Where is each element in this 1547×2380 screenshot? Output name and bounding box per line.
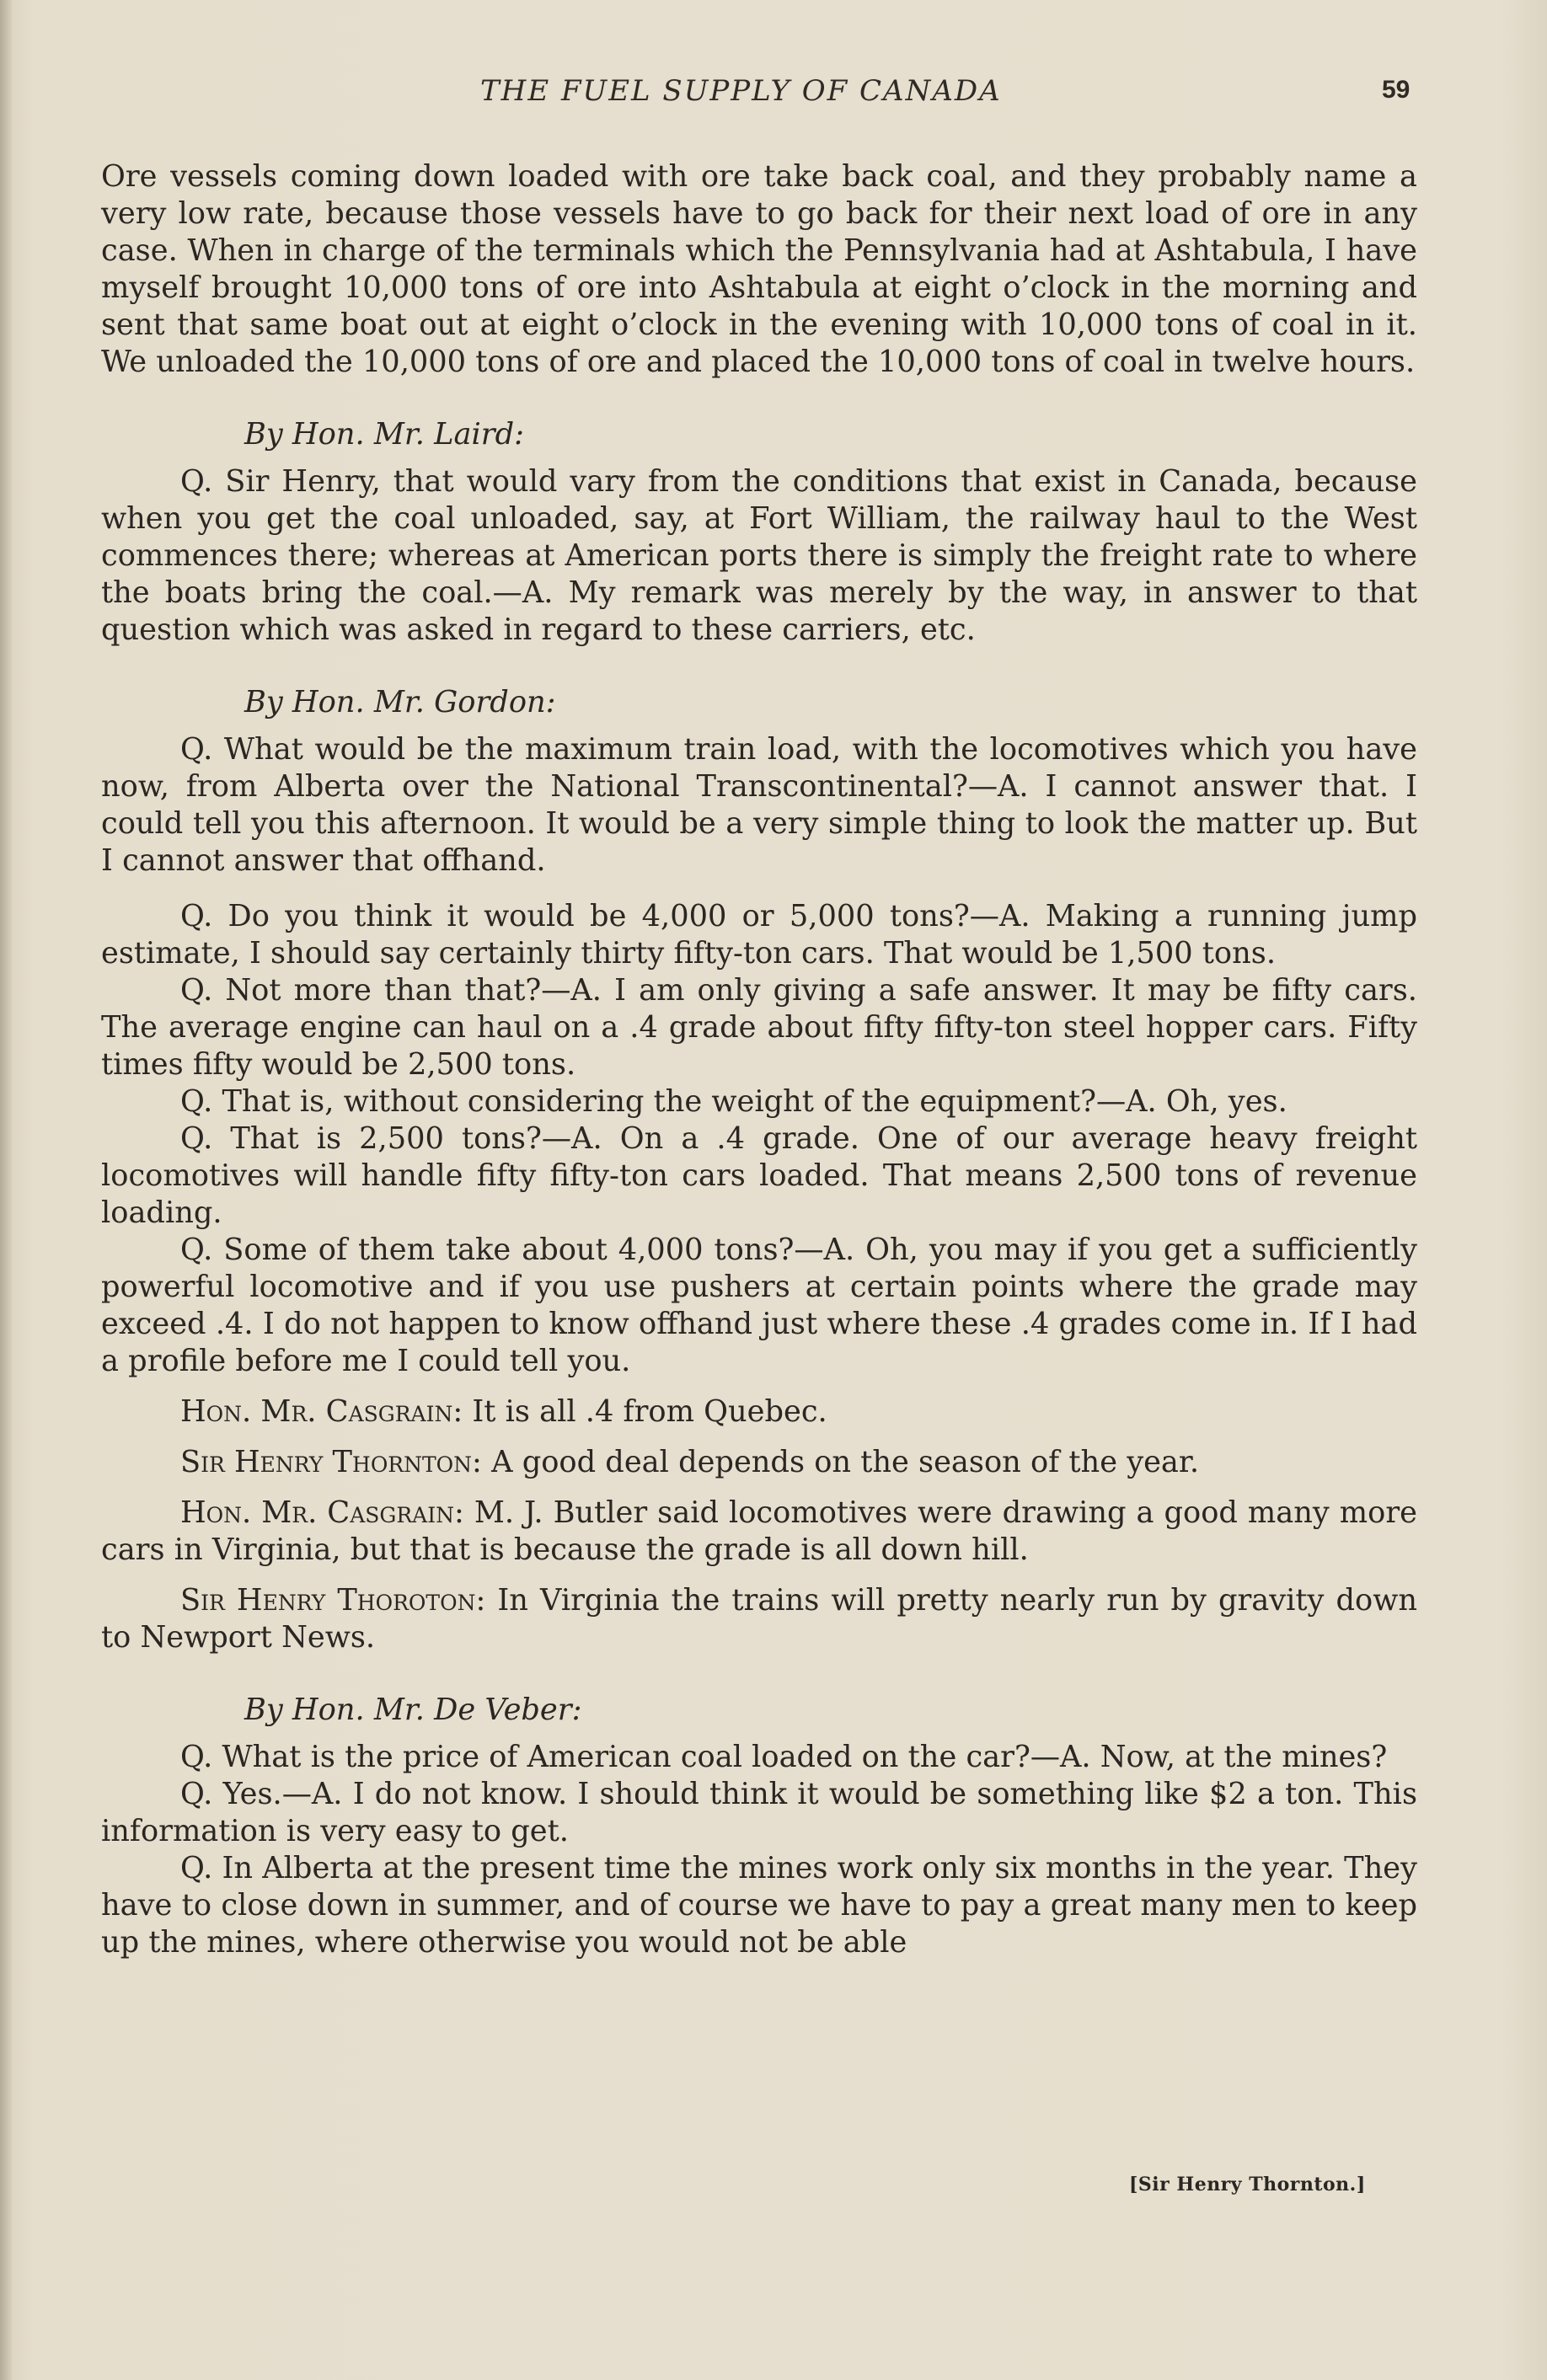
- section-heading-gordon: By Hon. Mr. Gordon:: [244, 685, 556, 719]
- page-binding-edge: [0, 0, 12, 2380]
- paragraph: Q. Sir Henry, that would vary from the conditions that exist in Canada, because when you get the coal unloaded, say, at Fort William, the railway haul to the West commences there; whereas at American ports there is simply the freight rate to where the boats bring the coal.—A. My remark was merely by the way, in answer to that question which was asked in regard to these carriers, etc.: [101, 464, 1417, 647]
- page-number: 59: [1382, 76, 1410, 104]
- page-signature: [Sir Henry Thornton.]: [1129, 2174, 1366, 2195]
- speaker-name: Sir Henry Thornton:: [180, 1445, 482, 1479]
- paragraph: Q. That is 2,500 tons?—A. On a .4 grade. One of our average heavy freight locomotives will handle fifty fifty-ton cars loaded. That means 2,500 tons of revenue loading.: [101, 1121, 1417, 1230]
- paragraph: Q. Do you think it would be 4,000 or 5,000 tons?—A. Making a running jump estimate, I should say certainly thirty fifty-ton cars. That would be 1,500 tons.: [101, 899, 1417, 971]
- speaker-paragraph: [101, 1444, 1417, 1481]
- speaker-name: Hon. Mr. Casgrain:: [180, 1394, 463, 1429]
- running-head: [0, 74, 1547, 116]
- speaker-text: In Virginia the trains will pretty nearly run by gravity down to Newport News.: [101, 1583, 1417, 1655]
- speaker-text: A good deal depends on the season of the year.: [481, 1445, 1200, 1479]
- section-heading-laird: By Hon. Mr. Laird:: [244, 417, 524, 452]
- speaker-paragraph: [101, 1393, 1417, 1431]
- speaker-text: It is all .4 from Quebec.: [463, 1394, 827, 1429]
- paragraph: Q. That is, without considering the weight of the equipment?—A. Oh, yes.: [180, 1084, 1287, 1119]
- paragraph: Q. Yes.—A. I do not know. I should think it would be something like $2 a ton. This information is very easy to get.: [101, 1777, 1417, 1848]
- paragraph: Q. Some of them take about 4,000 tons?—A. Oh, you may if you get a sufficiently powerful locomotive and if you use pushers at certain points where the grade may exceed .4. I do not happen to know offhand just where these .4 grades come in. If I had a profile before me I could tell you.: [101, 1233, 1417, 1378]
- speaker-text: M. J. Butler said locomotives were drawing a good many more cars in Virginia, but that is because the grade is all down hill.: [101, 1495, 1417, 1567]
- paragraph: Q. In Alberta at the present time the mines work only six months in the year. They have to close down in summer, and of course we have to pay a great many men to keep up the mines, where otherwise you would not be able: [101, 1851, 1417, 1960]
- speaker-paragraph: [101, 1582, 1417, 1656]
- section-heading-de-veber: By Hon. Mr. De Veber:: [244, 1693, 582, 1727]
- page-body: [101, 158, 1417, 1961]
- running-title: THE FUEL SUPPLY OF CANADA: [480, 74, 1002, 108]
- speaker-paragraph: [101, 1495, 1417, 1569]
- speaker-name: Hon. Mr. Casgrain:: [180, 1495, 464, 1530]
- paragraph: Ore vessels coming down loaded with ore take back coal, and they probably name a very low rate, because those vessels have to go back for their next load of ore in any case. When in charge of the terminals which the Pennsylvania had at Ashtabula, I have myself brought 10,000 tons of ore into Ashtabula at eight o’clock in the morning and sent that same boat out at eight o’clock in the evening with 10,000 tons of coal in it. We unloaded the 10,000 tons of ore and placed the 10,000 tons of coal in twelve hours.: [101, 159, 1417, 379]
- paragraph: Q. What is the price of American coal loaded on the car?—A. Now, at the mines?: [180, 1740, 1388, 1774]
- paragraph: Q. Not more than that?—A. I am only giving a safe answer. It may be fifty cars. The average engine can haul on a .4 grade about fifty fifty-ton steel hopper cars. Fifty times fifty would be 2,500 tons.: [101, 973, 1417, 1082]
- paragraph: Q. What would be the maximum train load, with the locomotives which you have now, from Alberta over the National Transcontinental?—A. I cannot answer that. I could tell you this afternoon. It would be a very simple thing to look the matter up. But I cannot answer that offhand.: [101, 732, 1417, 878]
- speaker-name: Sir Henry Thoroton:: [180, 1583, 486, 1618]
